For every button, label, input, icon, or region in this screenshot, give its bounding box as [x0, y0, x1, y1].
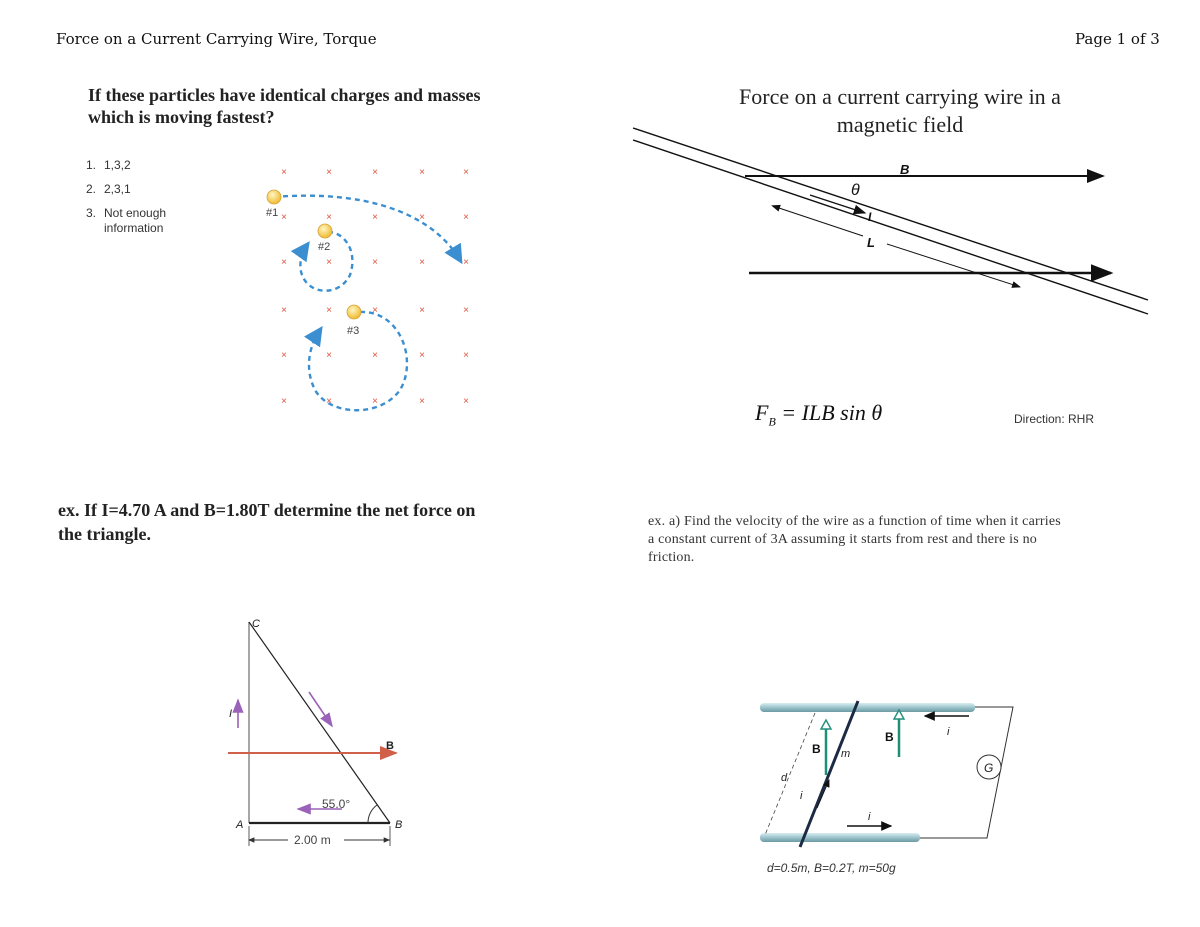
- field-arrow-1-head: [821, 720, 831, 729]
- formula-rhs: = ILB sin θ: [775, 400, 883, 425]
- field-x-marker: ×: [281, 305, 287, 316]
- top-rail: [760, 703, 975, 712]
- field-x-marker: ×: [372, 350, 378, 361]
- width-label: d: [781, 772, 788, 784]
- field-x-marker: ×: [281, 257, 287, 268]
- document-title: Force on a Current Carrying Wire, Torque: [56, 30, 377, 48]
- vertex-b-label: B: [395, 819, 403, 831]
- current-label: I: [868, 210, 872, 224]
- field-x-marker: ×: [463, 305, 469, 316]
- current-label-rod: i: [800, 790, 803, 802]
- field-x-marker: ×: [326, 167, 332, 178]
- triangle-circuit-diagram: [222, 610, 422, 860]
- wire-in-field-diagram: [625, 120, 1170, 330]
- field-x-marker: ×: [326, 305, 332, 316]
- particle-motion-diagram: [250, 160, 490, 420]
- option-2[interactable]: [86, 182, 131, 196]
- field-x-marker: ×: [419, 305, 425, 316]
- length-label: L: [867, 235, 875, 250]
- field-x-marker: ×: [281, 350, 287, 361]
- particle-1-path: [274, 196, 460, 260]
- question-text: [88, 84, 480, 128]
- field-x-marker: ×: [326, 350, 332, 361]
- bottom-rail: [760, 833, 920, 842]
- current-label-bottom: i: [868, 811, 871, 823]
- angle-label: 55.0°: [322, 797, 351, 811]
- angle-label: θ: [851, 182, 860, 199]
- option-label: Not enough: [104, 206, 167, 220]
- field-x-marker: ×: [463, 212, 469, 223]
- example-2-text: [648, 513, 1061, 567]
- length-arrow-left: [773, 206, 863, 236]
- field-x-marker: ×: [463, 350, 469, 361]
- example-2-line-3: friction.: [648, 550, 695, 565]
- field-label: B: [386, 740, 394, 752]
- sliding-rod: [800, 701, 858, 847]
- wire-edge-bottom: [633, 140, 1148, 314]
- field-x-marker: ×: [281, 212, 287, 223]
- width-dimension: [765, 713, 815, 835]
- question-line-2: which is moving fastest?: [88, 107, 275, 127]
- length-label: 2.00 m: [294, 833, 331, 847]
- slide2-title-line-2: magnetic field: [836, 112, 964, 137]
- option-1[interactable]: [86, 158, 131, 172]
- current-diagonal-arrow: [309, 692, 332, 726]
- field-x-marker: ×: [463, 396, 469, 407]
- field-x-marker: ×: [326, 396, 332, 407]
- field-x-marker: ×: [419, 350, 425, 361]
- rail-circuit-diagram: [755, 695, 1025, 855]
- example-1-line-2: the triangle.: [58, 524, 151, 544]
- particle-2: [318, 224, 332, 238]
- angle-arc: [368, 805, 377, 823]
- field-x-marker: ×: [419, 396, 425, 407]
- field-x-marker: ×: [372, 305, 378, 316]
- current-label-top: i: [947, 726, 950, 738]
- example-1-line-1: ex. If I=4.70 A and B=1.80T determine the net force on: [58, 500, 476, 520]
- field-x-marker: ×: [326, 257, 332, 268]
- option-label: 2,3,1: [104, 182, 131, 196]
- field-x-marker: ×: [281, 396, 287, 407]
- vertex-a-label: A: [236, 819, 244, 831]
- example-1-text: [58, 498, 475, 546]
- field-x-marker: ×: [463, 167, 469, 178]
- field-x-marker: ×: [372, 257, 378, 268]
- particle-3-label: #3: [347, 325, 360, 337]
- field-x-marker: ×: [372, 167, 378, 178]
- example-2-line-1: ex. a) Find the velocity of the wire as a function of time when it carries: [648, 514, 1061, 529]
- mass-label: m: [841, 748, 851, 760]
- field-label-1: B: [812, 742, 821, 756]
- option-label-continued: information: [104, 221, 164, 235]
- particle-1-label: #1: [266, 207, 279, 219]
- particle-1: [267, 190, 281, 204]
- page-number: Page 1 of 3: [1075, 30, 1160, 48]
- option-label: 1,3,2: [104, 158, 131, 172]
- question-line-1: If these particles have identical charges and masses: [88, 85, 481, 105]
- example-2-line-2: a constant current of 3A assuming it starts from rest and there is no: [648, 532, 1037, 547]
- particle-2-label: #2: [318, 241, 331, 253]
- field-x-marker: ×: [281, 167, 287, 178]
- current-arrow-rod: [817, 780, 829, 808]
- option-3[interactable]: [86, 206, 166, 235]
- field-x-marker: ×: [419, 257, 425, 268]
- particle-3: [347, 305, 361, 319]
- galvanometer-label: G: [984, 761, 994, 775]
- option-number: 3.: [86, 206, 97, 220]
- field-label: B: [900, 162, 910, 177]
- formula-lhs: F: [755, 400, 769, 425]
- vertex-c-label: C: [252, 618, 260, 630]
- answer-options: [86, 158, 256, 238]
- field-x-marker: ×: [463, 257, 469, 268]
- field-x-marker: ×: [419, 167, 425, 178]
- direction-note: Direction: RHR: [1014, 412, 1095, 426]
- field-x-marker: ×: [326, 212, 332, 223]
- current-label: I: [229, 708, 233, 720]
- field-label-2: B: [885, 730, 894, 744]
- field-x-marker: ×: [372, 212, 378, 223]
- field-x-marker: ×: [419, 212, 425, 223]
- slide2-title-line-1: Force on a current carrying wire in a: [739, 84, 1061, 109]
- formula-subscript: B: [768, 414, 776, 429]
- force-formula: [755, 400, 882, 429]
- side-cb: [249, 622, 390, 823]
- given-values-caption: d=0.5m, B=0.2T, m=50g: [767, 861, 896, 875]
- option-number: 2.: [86, 182, 97, 196]
- option-number: 1.: [86, 158, 97, 172]
- field-x-marker: ×: [372, 396, 378, 407]
